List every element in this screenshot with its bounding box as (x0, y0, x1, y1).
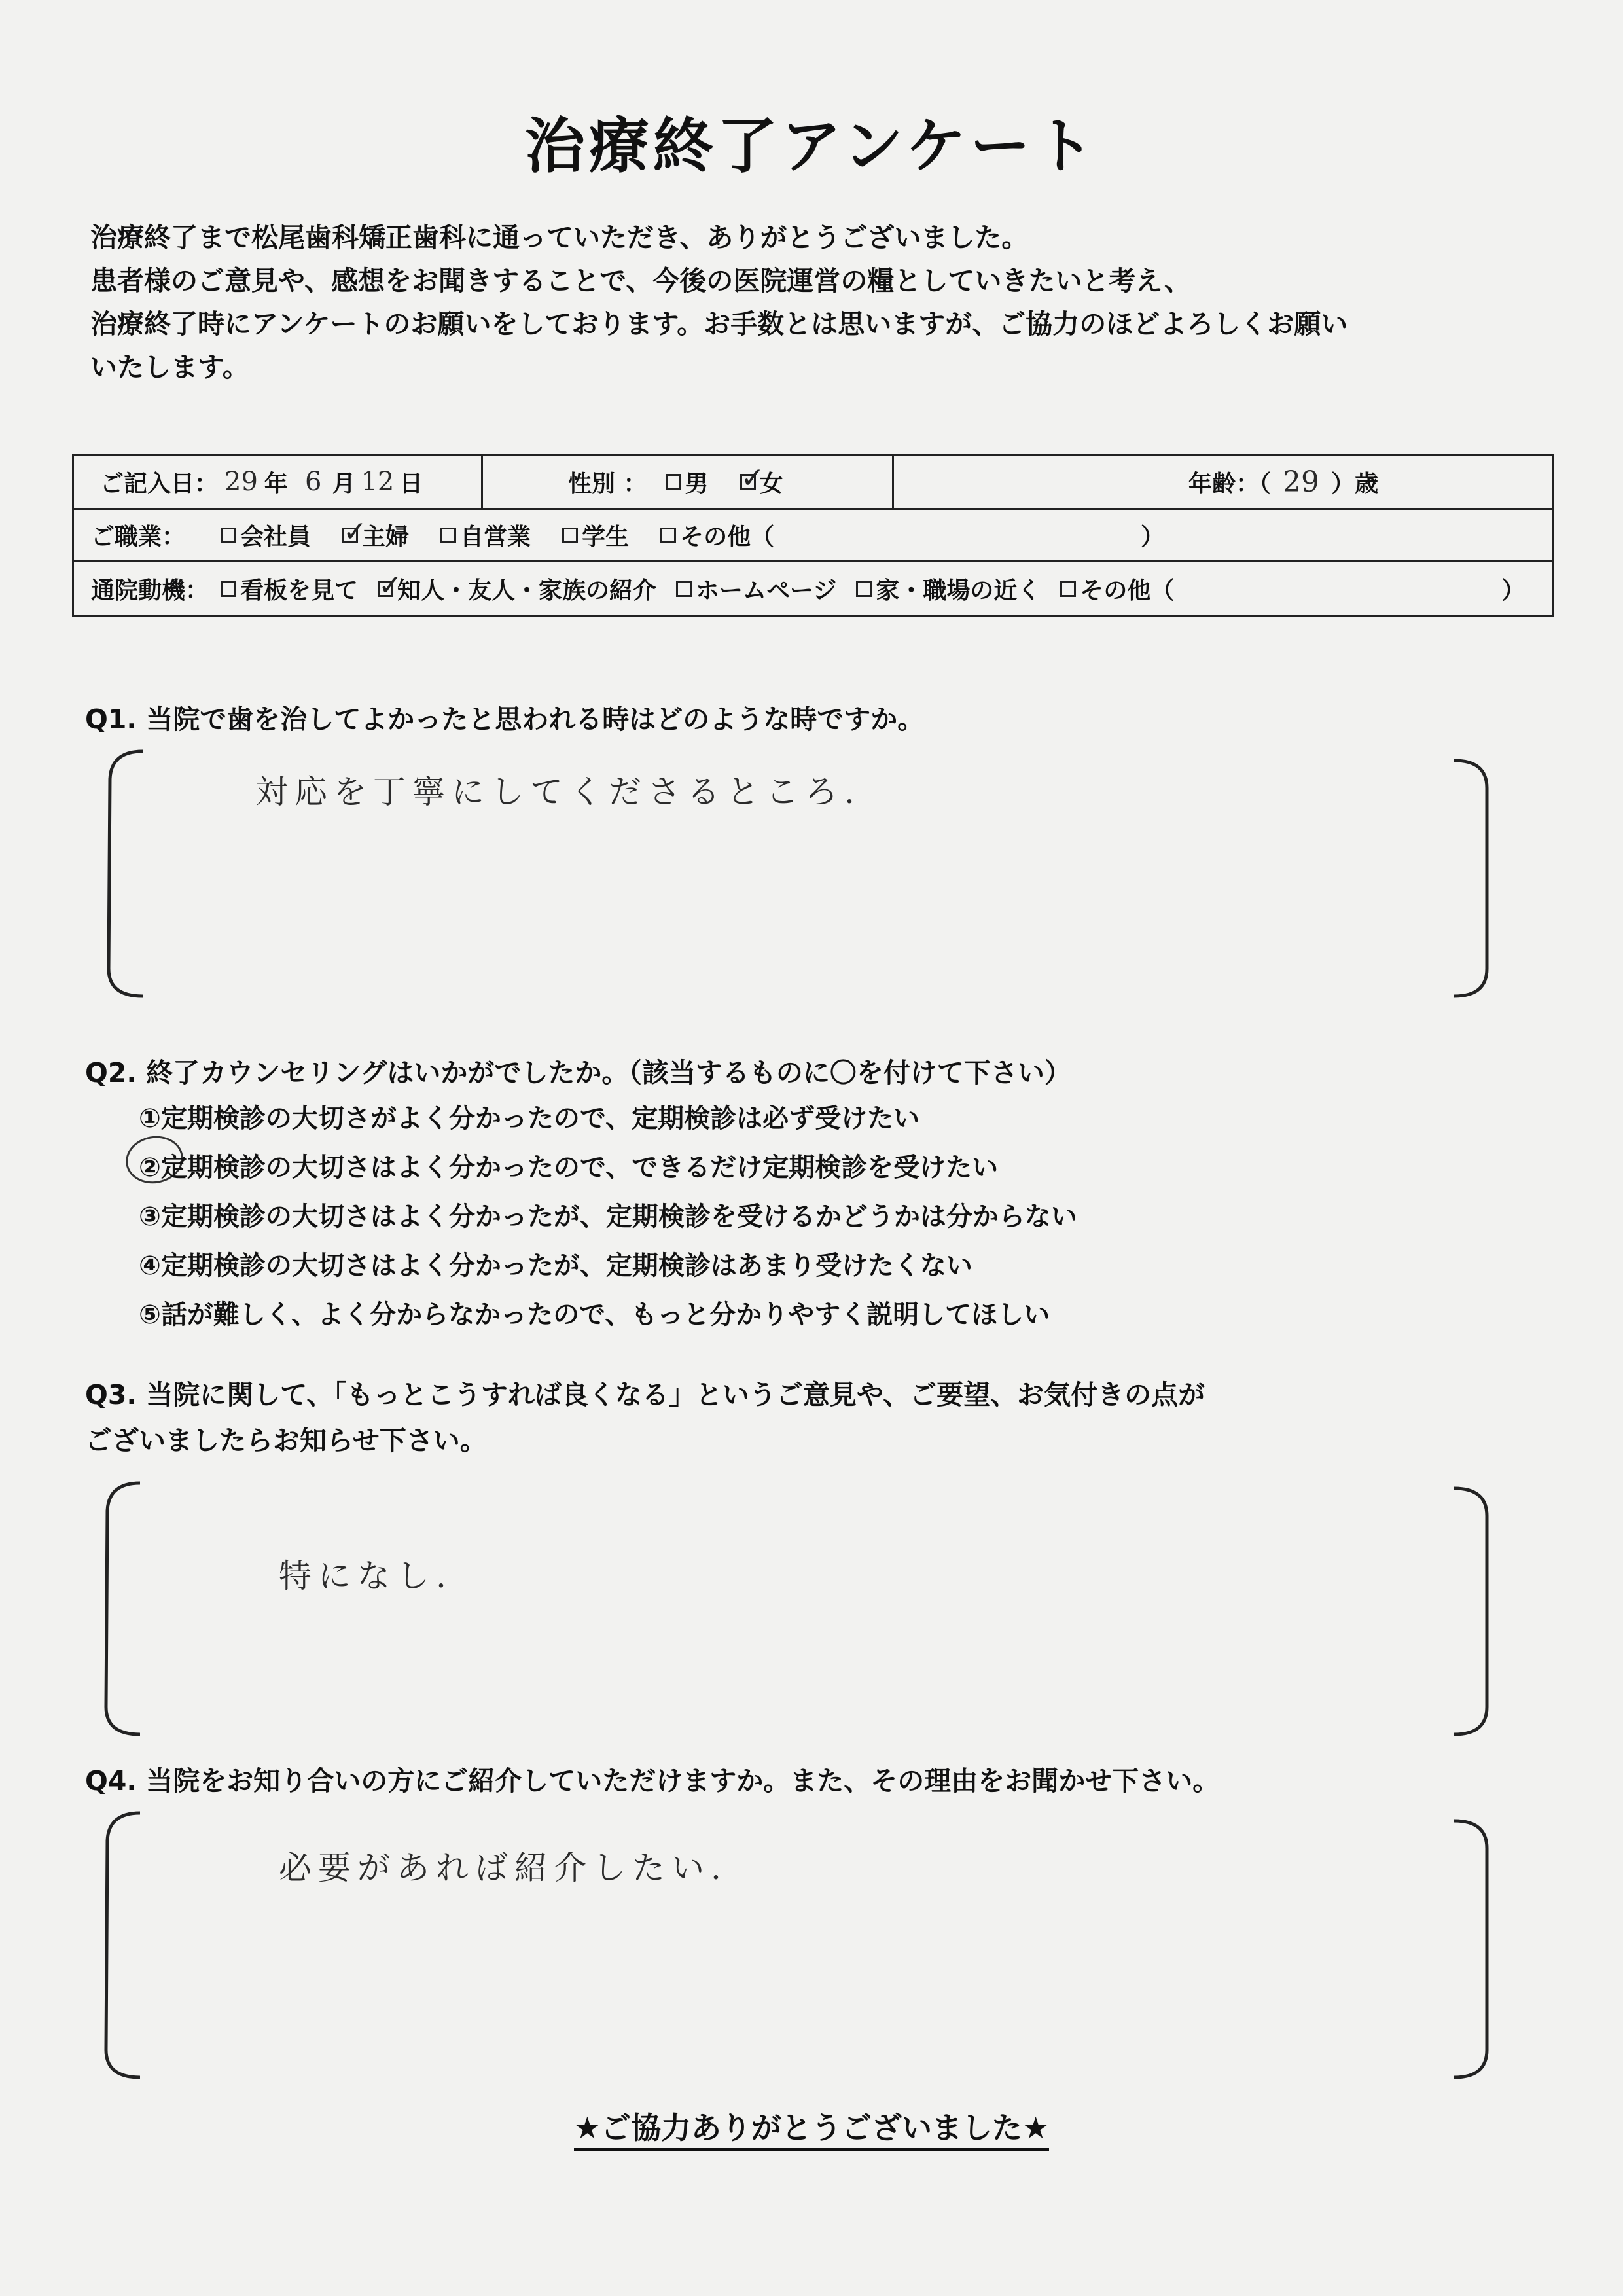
checkbox-icon[interactable] (221, 528, 236, 543)
checked-checkbox-icon[interactable] (378, 581, 393, 597)
q2-option[interactable]: ⑤話が難しく、よく分からなかったので、もっと分かりやすく説明してほしい (139, 1300, 1050, 1330)
q3-answer-area[interactable] (96, 1478, 1499, 1740)
date-cell (100, 456, 545, 508)
occupation-cell (91, 510, 1531, 560)
checkbox-icon[interactable] (440, 528, 456, 543)
gender-cell (481, 456, 887, 508)
checkbox-icon[interactable] (1060, 581, 1076, 597)
gender-option-male[interactable] (666, 465, 709, 499)
intro-line: 治療終了まで松尾歯科矯正歯科に通っていただき、ありがとうございました。 (90, 222, 1029, 253)
q4-answer-area[interactable] (96, 1808, 1499, 2083)
date-day-value[interactable]: 12 (361, 467, 395, 497)
right-bracket-icon (1446, 1808, 1499, 2083)
q3-answer-text: 特になし. (279, 1557, 453, 1595)
intro-line: 治療終了時にアンケートのお願いをしております。お手数とは思いますが、ご協力のほどよろしくお願い (90, 308, 1348, 340)
checked-checkbox-icon[interactable] (740, 474, 756, 490)
motive-option-referral[interactable] (378, 572, 656, 605)
day-unit: 日 (399, 470, 423, 497)
motive-option-label: 家・職場の近く (876, 577, 1041, 604)
motive-option-homepage[interactable] (676, 572, 836, 605)
page-title: 治療終了アンケート (524, 111, 1099, 181)
motive-cell (91, 562, 1544, 615)
q1-answer-text: 対応を丁寧にしてくださるところ. (255, 773, 861, 811)
occupation-other-close: ） (1141, 524, 1165, 550)
patient-info-table (72, 454, 1554, 617)
occupation-option-employee[interactable] (221, 518, 311, 552)
thanks-message (0, 2104, 1623, 2147)
motive-option-label: ホームページ (696, 577, 837, 604)
checkbox-icon[interactable] (660, 528, 676, 543)
month-unit: 月 (332, 470, 356, 497)
gender-option-female[interactable] (740, 465, 783, 499)
info-row-motive (74, 562, 1552, 615)
age-suffix: ）歳 (1331, 470, 1379, 497)
checkbox-icon[interactable] (562, 528, 578, 543)
q2-option[interactable]: ③定期検診の大切さはよく分かったが、定期検診を受けるかどうかは分からない (139, 1202, 1077, 1232)
intro-line: いたします。 (90, 351, 249, 383)
info-row-occupation (74, 510, 1552, 562)
year-unit: 年 (264, 470, 288, 497)
motive-option-label: その他（ (1080, 577, 1175, 604)
motive-option-nearby[interactable] (856, 572, 1041, 605)
question-3-line-2: ございましたらお知らせ下さい。 (85, 1425, 487, 1456)
right-bracket-icon (1446, 746, 1499, 1001)
question-1: Q1. 当院で歯を治してよかったと思われる時はどのような時ですか。 (85, 704, 925, 735)
age-value[interactable]: 29 (1283, 465, 1320, 499)
occupation-option-housewife[interactable] (342, 518, 409, 552)
info-row-date-gender-age (74, 456, 1552, 510)
occupation-option-self-employed[interactable] (440, 518, 531, 552)
occupation-option-student[interactable] (562, 518, 629, 552)
gender-label: 性別 ： (568, 470, 647, 497)
q1-answer-area[interactable] (98, 746, 1499, 1001)
left-bracket-icon (96, 1808, 148, 2083)
age-cell (892, 456, 1553, 508)
date-label: ご記入日： (100, 470, 219, 497)
question-2: Q2. 終了カウンセリングはいかがでしたか。（該当するものに〇を付けて下さい） (85, 1057, 1071, 1088)
motive-option-other[interactable] (1060, 572, 1174, 605)
motive-label: 通院動機： (91, 577, 209, 604)
occupation-option-label: 自営業 (460, 524, 531, 550)
motive-other-close: ） (1501, 577, 1525, 604)
left-bracket-icon (96, 1478, 148, 1740)
occupation-label: ご職業： (91, 524, 186, 550)
occupation-option-label: 会社員 (240, 524, 312, 550)
occupation-option-label: 学生 (582, 524, 630, 550)
q2-option-selected[interactable]: ②定期検診の大切さはよく分かったので、できるだけ定期検診を受けたい (139, 1153, 999, 1183)
gender-option-label: 男 (685, 470, 709, 497)
checkbox-icon[interactable] (666, 474, 681, 490)
checkbox-icon[interactable] (676, 581, 692, 597)
checkbox-icon[interactable] (221, 581, 236, 597)
occupation-option-label: 主婦 (362, 524, 410, 550)
question-4: Q4. 当院をお知り合いの方にご紹介していただけますか。また、その理由をお聞かせ下さい。 (85, 1765, 1220, 1797)
q2-option[interactable]: ④定期検診の大切さはよく分かったが、定期検診はあまり受けたくない (139, 1251, 972, 1281)
q2-option-list (139, 1094, 1077, 1340)
date-month-value[interactable]: 6 (304, 467, 322, 497)
checked-checkbox-icon[interactable] (342, 528, 358, 543)
q4-answer-text: 必要があれば紹介したい. (279, 1849, 728, 1887)
thanks-text: ★ご協力ありがとうございました★ (574, 2110, 1049, 2151)
left-bracket-icon (98, 746, 151, 1001)
age-label: 年齢：（ (1188, 470, 1272, 497)
checkbox-icon[interactable] (856, 581, 872, 597)
intro-text (90, 216, 1530, 389)
intro-line: 患者様のご意見や、感想をお聞きすることで、今後の医院運営の糧としていきたいと考え、 (90, 265, 1191, 296)
q2-option[interactable]: ①定期検診の大切さがよく分かったので、定期検診は必ず受けたい (139, 1103, 920, 1134)
date-year-value[interactable]: 29 (224, 467, 258, 497)
gender-option-label: 女 (759, 470, 783, 497)
motive-option-label: 看板を見て (240, 577, 359, 604)
right-bracket-icon (1446, 1478, 1499, 1740)
occupation-option-label: その他（ (680, 524, 775, 550)
motive-option-label: 知人・友人・家族の紹介 (397, 577, 657, 604)
motive-option-signboard[interactable] (221, 572, 358, 605)
question-3-line-1: Q3. 当院に関して、「もっとこうすれば良くなる」というご意見や、ご要望、お気付きの点が (85, 1379, 1205, 1410)
occupation-option-other[interactable] (660, 518, 774, 552)
